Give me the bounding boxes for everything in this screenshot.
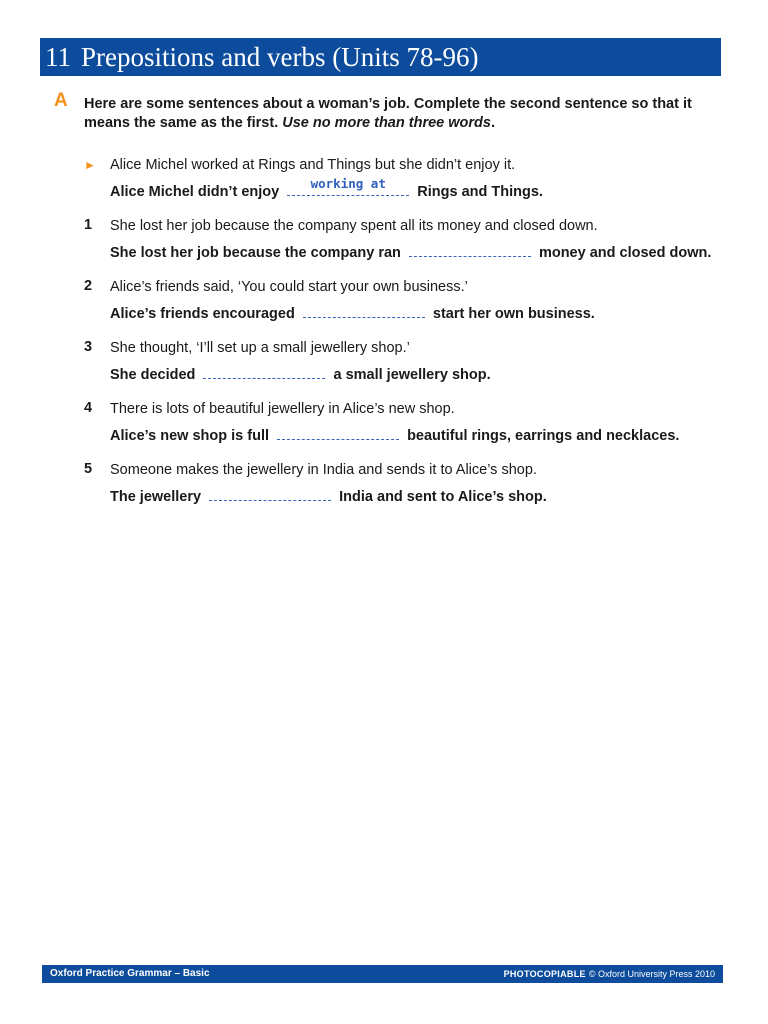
example-after: Rings and Things. bbox=[417, 184, 543, 200]
answer-blank-1[interactable] bbox=[409, 242, 531, 257]
item-rewrite bbox=[110, 364, 744, 384]
item-rewrite bbox=[110, 425, 744, 445]
item-number: 5 bbox=[84, 461, 93, 477]
instruction-end: . bbox=[490, 115, 495, 131]
item-before: She decided bbox=[110, 367, 196, 383]
item-after: start her own business. bbox=[432, 306, 595, 322]
item-rewrite bbox=[110, 486, 744, 506]
item-prompt: Someone makes the jewellery in India and sends it to Alice’s shop. bbox=[110, 462, 537, 478]
title-bar bbox=[40, 38, 721, 76]
item-number: 2 bbox=[84, 278, 93, 294]
item-after: beautiful rings, earrings and necklaces. bbox=[407, 428, 680, 444]
example-prompt: Alice Michel worked at Rings and Things but she didn’t enjoy it. bbox=[110, 157, 516, 173]
item-before: She lost her job because the company ran bbox=[110, 245, 401, 261]
example-answer: working at bbox=[310, 176, 386, 191]
exercise-item-4 bbox=[84, 400, 744, 445]
item-number: 1 bbox=[84, 217, 93, 233]
item-before: The jewellery bbox=[110, 489, 202, 505]
item-after: a small jewellery shop. bbox=[333, 367, 491, 383]
item-prompt: There is lots of beautiful jewellery in Alice’s new shop. bbox=[110, 401, 455, 417]
item-rewrite bbox=[110, 242, 744, 262]
answer-blank-2[interactable] bbox=[303, 303, 425, 318]
copyright-text: © Oxford University Press 2010 bbox=[588, 969, 715, 979]
section-letter: A bbox=[54, 90, 68, 111]
instruction-text: Here are some sentences about a woman’s job. Complete the second sentence so that it means the same as the first. bbox=[84, 96, 692, 131]
item-before: Alice’s friends encouraged bbox=[110, 306, 295, 322]
answer-blank-4[interactable] bbox=[277, 425, 399, 440]
item-after: India and sent to Alice’s shop. bbox=[339, 489, 547, 505]
unit-number: 11 bbox=[45, 42, 71, 72]
exercise-item-5 bbox=[84, 461, 744, 506]
exercise-item-3 bbox=[84, 339, 744, 384]
instructions bbox=[84, 95, 704, 133]
example-arrow-icon: ► bbox=[84, 158, 96, 172]
example-before: Alice Michel didn’t enjoy bbox=[110, 184, 280, 200]
item-prompt: She thought, ‘I’ll set up a small jewellery shop.’ bbox=[110, 340, 410, 356]
example-item bbox=[84, 156, 744, 201]
example-rewrite bbox=[110, 176, 744, 201]
item-before: Alice’s new shop is full bbox=[110, 428, 269, 444]
answer-blank-3[interactable] bbox=[203, 364, 325, 379]
item-rewrite bbox=[110, 303, 744, 323]
item-number: 3 bbox=[84, 339, 93, 355]
exercise-item-1 bbox=[84, 217, 744, 262]
footer-rights bbox=[504, 965, 715, 983]
item-prompt: Alice’s friends said, ‘You could start your own business.’ bbox=[110, 279, 468, 295]
photocopiable-label: PHOTOCOPIABLE bbox=[503, 969, 586, 979]
answer-blank-5[interactable] bbox=[209, 486, 331, 501]
book-title: Oxford Practice Grammar – Basic bbox=[50, 968, 210, 979]
instruction-emphasis: Use no more than three words bbox=[282, 115, 491, 131]
footer-bar bbox=[42, 965, 723, 983]
exercise-item-2 bbox=[84, 278, 744, 323]
page-title: Prepositions and verbs (Units 78-96) bbox=[81, 42, 479, 72]
item-prompt: She lost her job because the company spent all its money and closed down. bbox=[110, 218, 598, 234]
item-number: 4 bbox=[84, 400, 93, 416]
example-blank bbox=[287, 176, 409, 196]
item-after: money and closed down. bbox=[538, 245, 712, 261]
